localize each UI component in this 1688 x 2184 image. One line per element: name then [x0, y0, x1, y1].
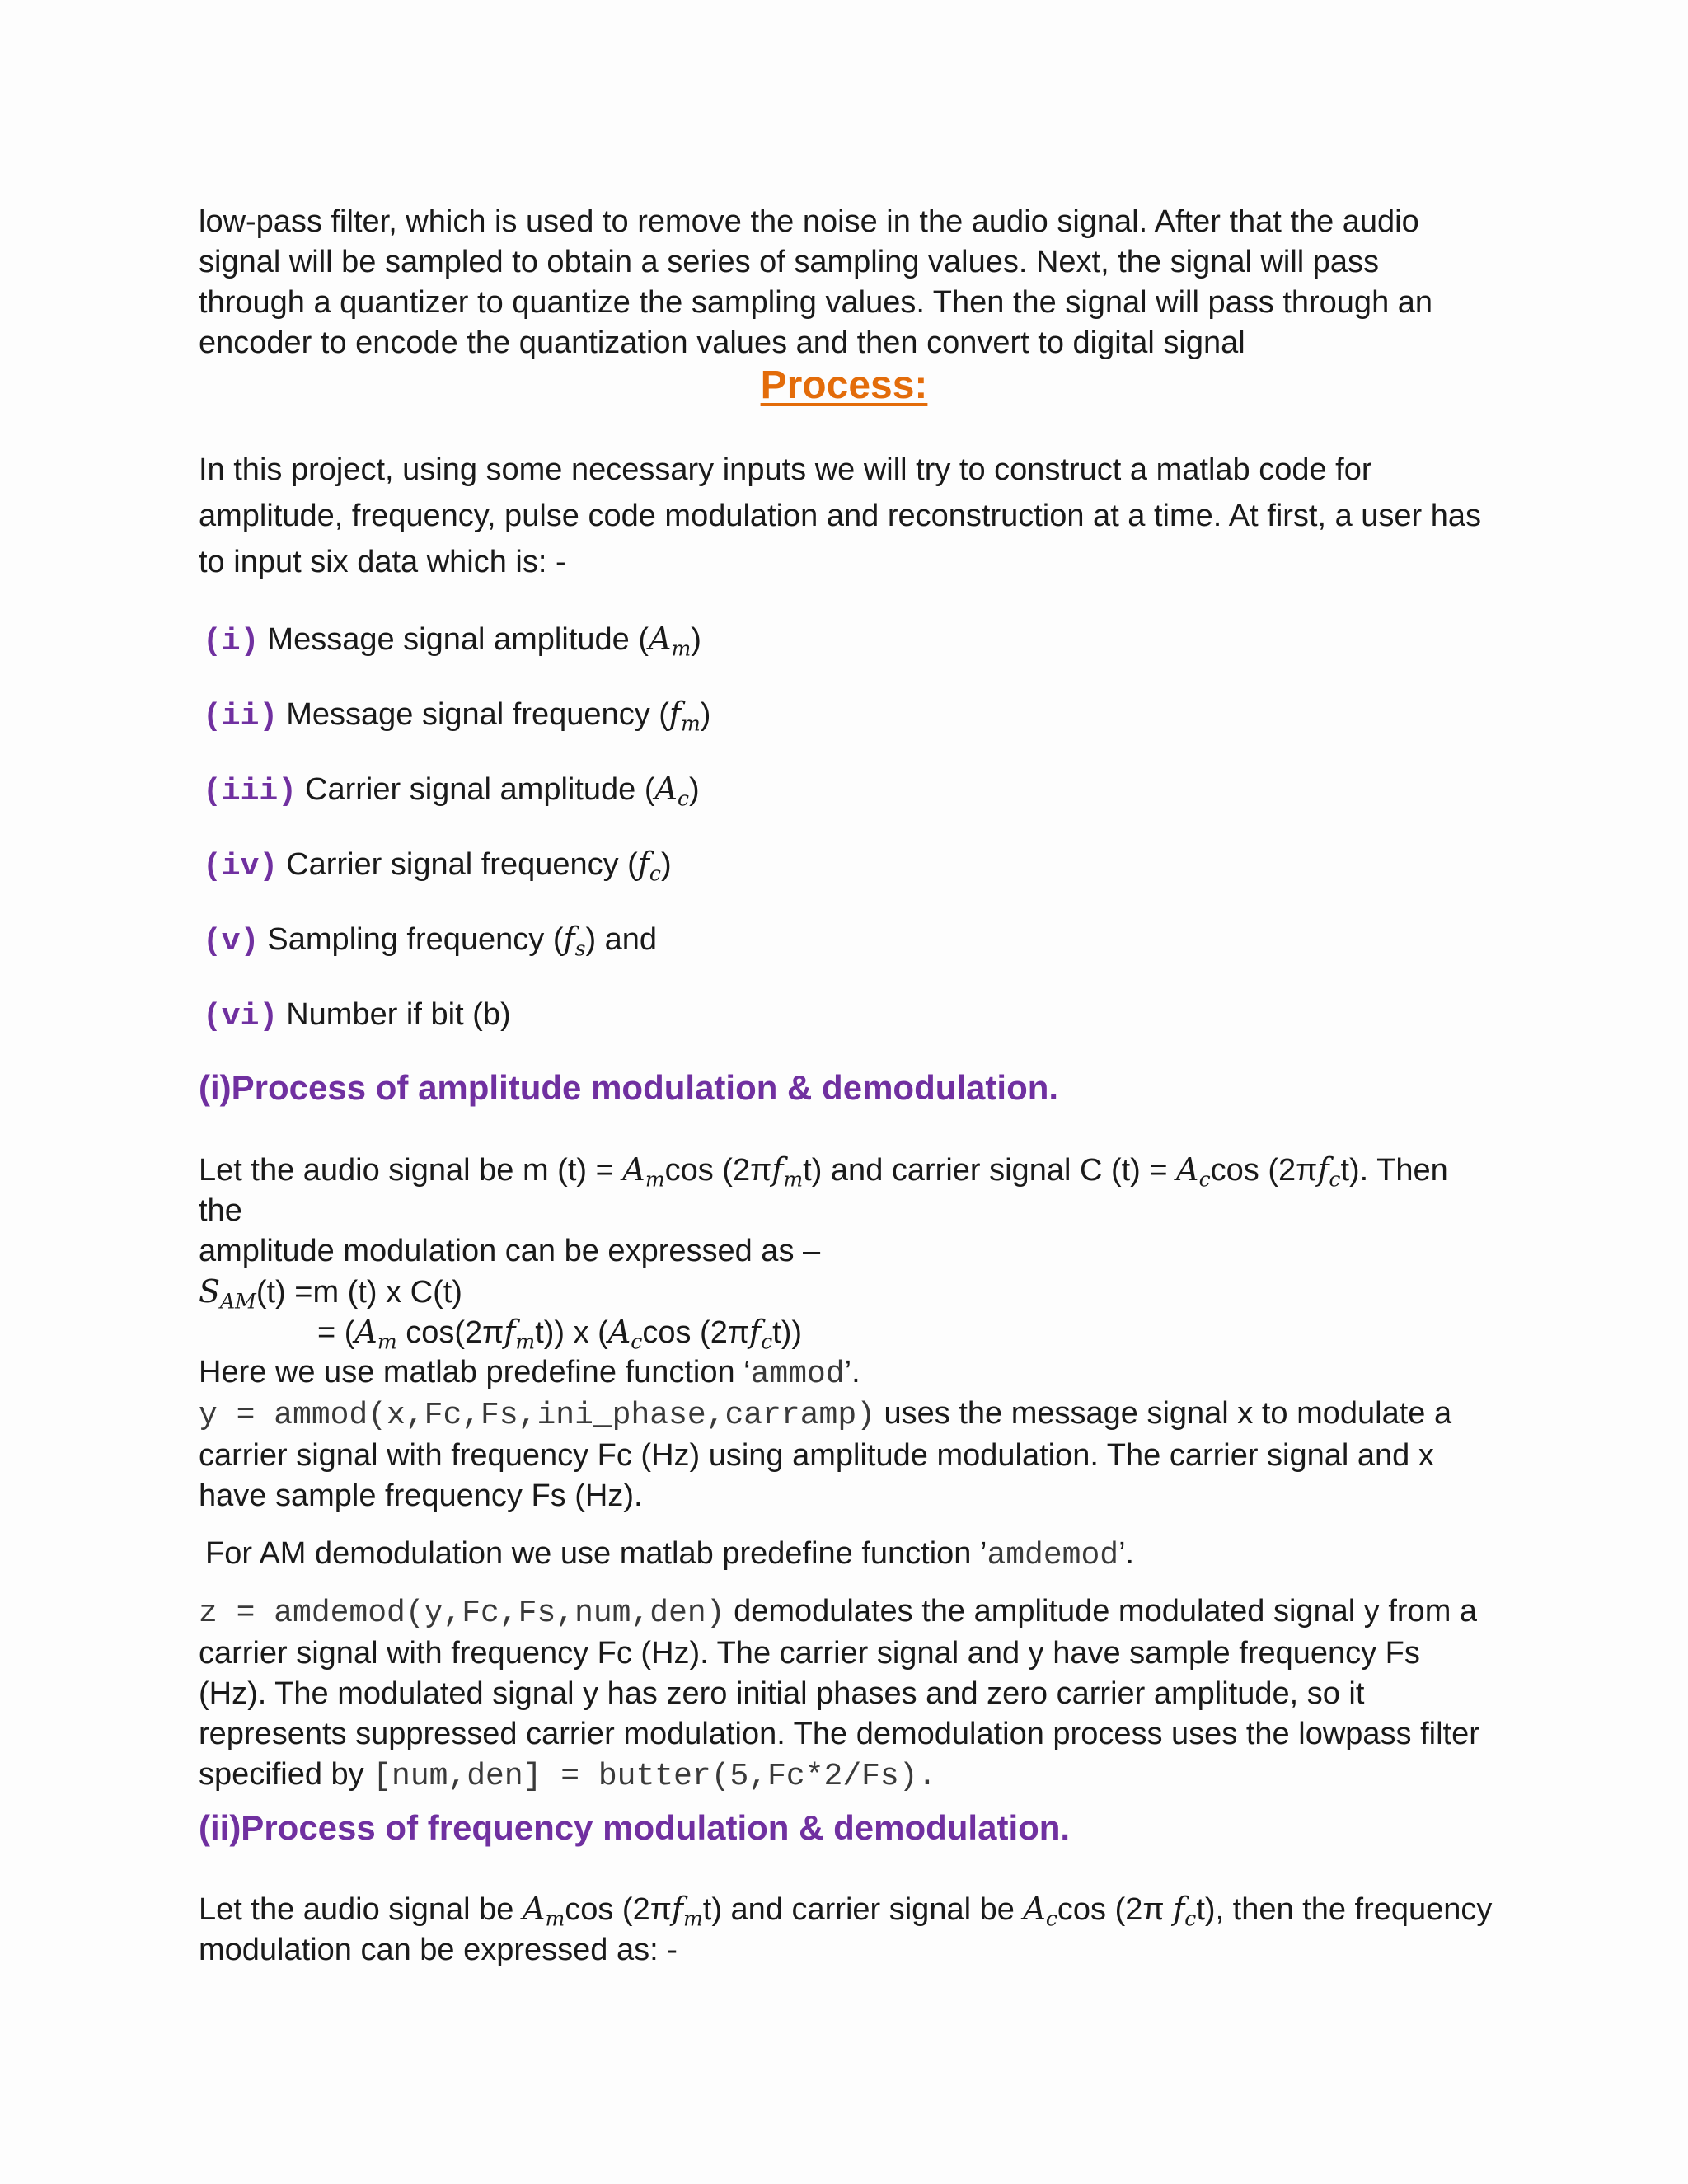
list-marker: (vi) — [203, 999, 279, 1034]
am-equation-line-2: = ($A_m$ $\cos(2\pi f_mt)$) x ($A_c\cos$ $(2\pi f_ct)$) — [317, 1314, 803, 1354]
code-snippet: y = ammod(x,Fc,Fs,ini_phase,carramp) — [199, 1398, 875, 1433]
inline-code: amdemod — [987, 1538, 1119, 1573]
intro-paragraph: low-pass filter, which is used to remove the noise in the audio signal. After that the audio signal will be sampled to obtain a series of sampling values. Next, the signal will pass through a quantizer to quantize the sampling values. Then the signal will pass through an encoder to encode the quantization values and then convert to digital signal — [199, 204, 1433, 360]
list-marker: (iv) — [203, 849, 279, 884]
list-item: (iv) Carrier signal frequency $(f_c)$ — [203, 846, 672, 886]
ammod-description: y = ammod(x,Fc,Fs,ini_phase,carramp) uses the message signal x to modulate a carrier signal with frequency Fc (Hz) using amplitude modulation. The carrier signal and x have sample frequency Fs (Hz). — [199, 1396, 1452, 1513]
list-marker: (iii) — [203, 774, 298, 809]
list-marker: (i) — [203, 624, 260, 659]
amdemod-description: z = amdemod(y,Fc,Fs,num,den) demodulates the amplitude modulated signal y from a carrier signal with frequency Fc (Hz). The carrier signal and y have sample frequency Fs (Hz). The modulated signal y has zero initial phases and zero carrier amplitude, so it represents suppressed carrier modulation. The demodulation process uses the lowpass filter specified by [num,den] = butter(5,Fc*2/Fs). — [199, 1594, 1479, 1794]
code-snippet: [num,den] = butter(5,Fc*2/Fs). — [373, 1759, 937, 1794]
list-marker: (ii) — [203, 699, 279, 734]
list-marker: (v) — [203, 924, 260, 959]
am-equation-line-1: $S_{AM}(t) =m$ (t) x C(t) — [199, 1273, 462, 1314]
am-section-heading: (i)Process of amplitude modulation & demodulation. — [199, 1068, 1059, 1107]
list-item: (v) Sampling frequency $(f_s)$ and — [203, 921, 658, 961]
ammod-intro: Here we use matlab predefine function ‘ammod’. — [199, 1355, 860, 1392]
process-paragraph: In this project, using some necessary inputs we will try to construct a matlab code for amplitude, frequency, pulse code modulation and reconstruction at a time. At first, a user has to input six data which is: - — [199, 452, 1482, 579]
list-item: (vi) Number if bit (b) — [203, 997, 511, 1034]
inline-code: ammod — [750, 1357, 845, 1392]
code-snippet: z = amdemod(y,Fc,Fs,num,den) — [199, 1596, 725, 1631]
list-item: (iii) Carrier signal amplitude $(A_c)$ — [203, 771, 700, 811]
fm-section-heading: (ii)Process of frequency modulation & demodulation. — [199, 1808, 1071, 1847]
list-item: (i) Message signal amplitude $(A_m)$ — [203, 621, 701, 661]
amdemod-intro: For AM demodulation we use matlab predefine function ’amdemod’. — [205, 1536, 1135, 1573]
list-item: (ii) Message signal frequency $(f_m)$ — [203, 696, 711, 736]
fm-intro-paragraph: Let the audio signal be $A_m\cos$ $(2\pi f_mt)$ and carrier signal be $A_c\cos$ (2π $f_ct$), then the frequency modulation can be expressed as: - — [199, 1891, 1493, 1967]
am-intro-paragraph: Let the audio signal be m $(t) = A_m\cos$ $(2\pi f_mt)$ and carrier signal C $(t) = A_c\cos$ $(2\pi f_ct)$. Then the amplitude modulation can be expressed as – — [199, 1151, 1448, 1268]
process-heading: Process: — [760, 363, 928, 407]
